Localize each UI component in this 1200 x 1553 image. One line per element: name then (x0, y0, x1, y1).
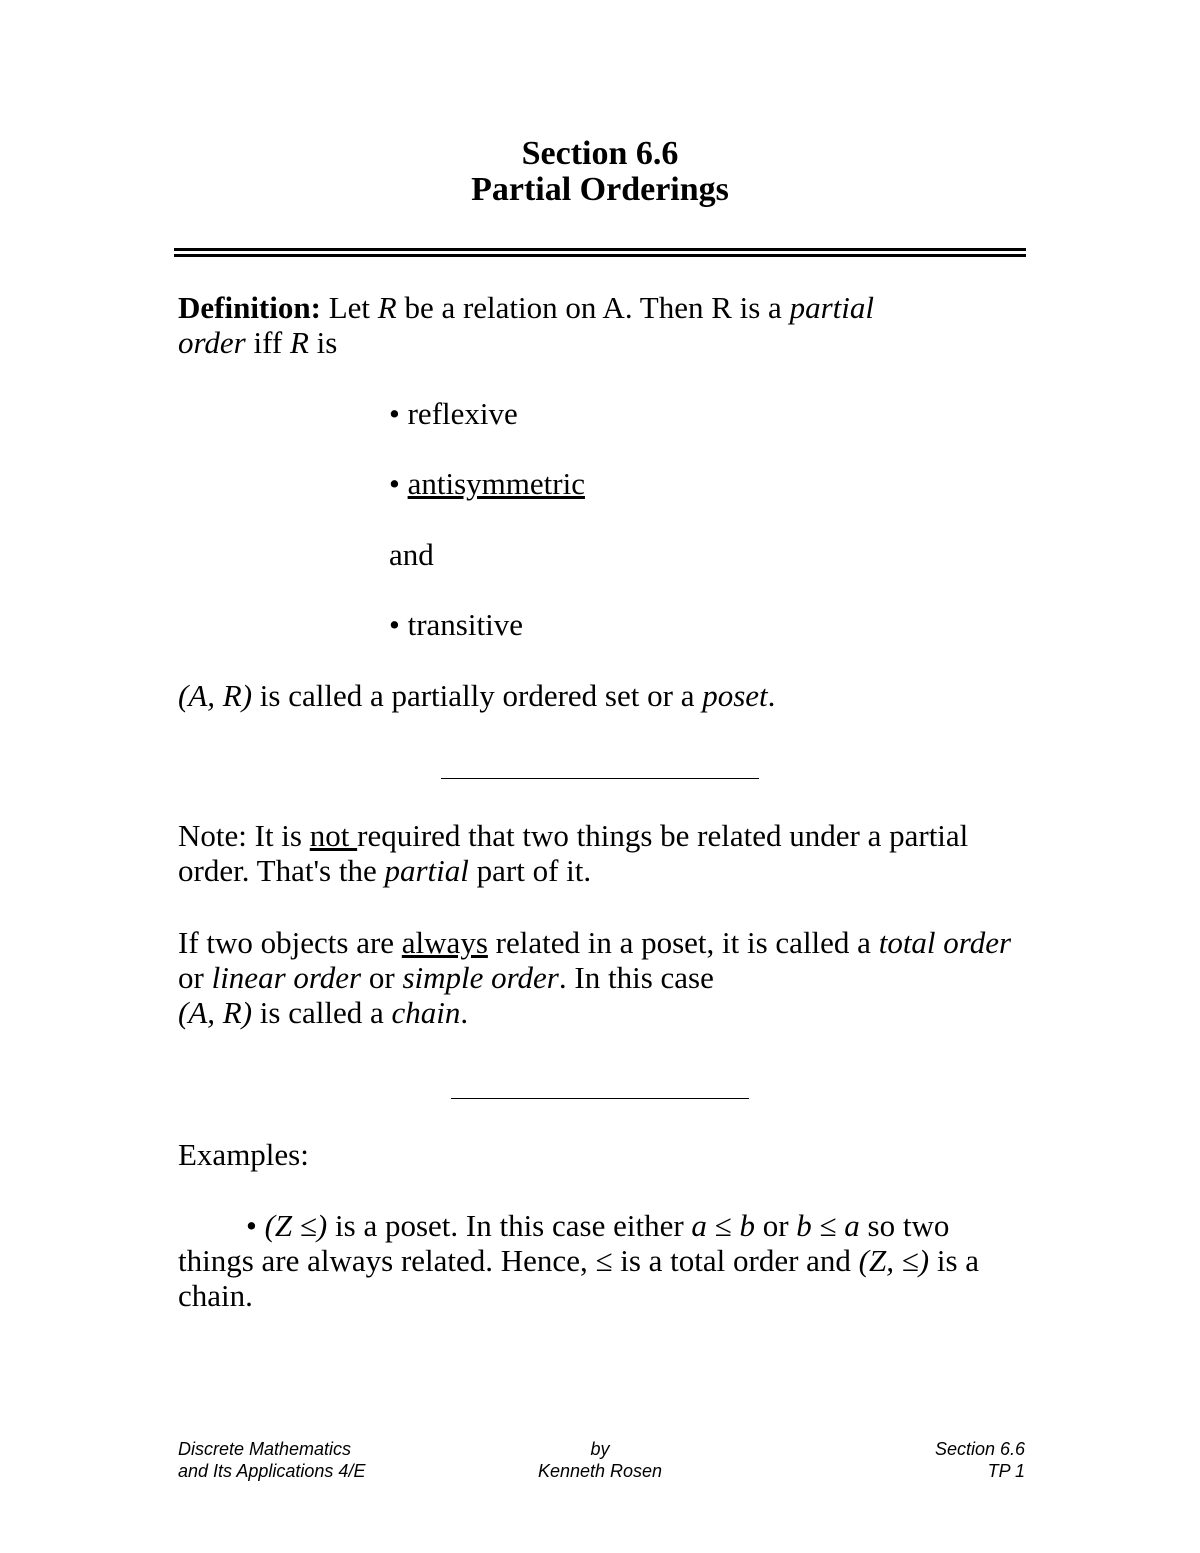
total-text: . In this case (558, 960, 714, 995)
poset-z-le: (Z ≤) (264, 1208, 328, 1243)
total-text: If two objects are (178, 925, 402, 960)
total-text: or (361, 960, 403, 995)
pair-a-r: (A, R) (178, 995, 253, 1030)
poset-text: is called a partially ordered set or a (252, 678, 703, 713)
term-simple-order: simple order (402, 960, 559, 995)
property-reflexive (389, 396, 518, 431)
section-divider (441, 778, 759, 779)
relation-symbol: R (289, 325, 309, 360)
title-double-rule (174, 248, 1026, 257)
definition-text: Let (320, 290, 378, 325)
footer-text: Discrete Mathematics (178, 1439, 352, 1459)
term-not: not (309, 818, 358, 853)
page-title (0, 136, 1200, 208)
footer-text: TP 1 (987, 1461, 1025, 1481)
example-text: ≤ (706, 1208, 740, 1243)
footer-text: Kenneth Rosen (537, 1461, 663, 1481)
total-text: . (460, 995, 469, 1030)
section-divider (451, 1098, 749, 1099)
note-text: part of it. (468, 853, 592, 888)
example-item (178, 1208, 1028, 1313)
poset-paragraph (178, 678, 1038, 713)
term-order: order (178, 325, 246, 360)
var-b: b (739, 1208, 755, 1243)
poset-z-le: (Z, ≤) (858, 1243, 930, 1278)
property-label: antisymmetric (407, 466, 585, 501)
note-text: Note: It is (178, 818, 310, 853)
footer-book-title (178, 1438, 365, 1482)
example-text: ≤ (811, 1208, 845, 1243)
definition-text: be a relation on A. Then R is a (396, 290, 790, 325)
term-partial: partial (384, 853, 469, 888)
note-paragraph (178, 818, 1038, 888)
term-chain: chain (391, 995, 461, 1030)
pair-a-r: (A, R) (178, 678, 253, 713)
bullet: • (246, 1208, 257, 1243)
section-number: Section 6.6 (521, 135, 679, 172)
total-order-paragraph (178, 925, 1038, 1030)
term-partial: partial (789, 290, 874, 325)
term-total-order: total order (878, 925, 1012, 960)
bullet: • (389, 607, 400, 642)
total-text: is called a (252, 995, 392, 1030)
example-text: is a chain. (178, 1243, 980, 1313)
var-a: a (844, 1208, 860, 1243)
examples-heading: Examples: (178, 1137, 309, 1172)
footer-text: by (590, 1439, 610, 1459)
term-always: always (401, 925, 488, 960)
definition-label: Definition: (178, 290, 321, 325)
definition-text: is (308, 325, 338, 360)
example-text: is a poset. In this case either (327, 1208, 692, 1243)
relation-symbol: R (377, 290, 397, 325)
var-b: b (796, 1208, 812, 1243)
bullet: • (389, 466, 400, 501)
example-text: so two things are always related. Hence, ≤ is a total order and (178, 1208, 950, 1278)
property-label: transitive (407, 607, 523, 642)
total-text: related in a poset, it is called a (487, 925, 879, 960)
definition-paragraph (178, 290, 1038, 360)
bullet: • (389, 396, 400, 431)
definition-text: iff (245, 325, 290, 360)
note-text: required that two things be related under a partial order. That's the (178, 818, 969, 888)
property-label: reflexive (407, 396, 518, 431)
term-linear-order: linear order (211, 960, 362, 995)
conjunction-and: and (389, 537, 434, 572)
footer-text: and Its Applications 4/E (178, 1461, 366, 1481)
footer-text: Section 6.6 (934, 1439, 1025, 1459)
section-title: Partial Orderings (471, 171, 729, 208)
footer-author (500, 1438, 700, 1482)
property-transitive (389, 607, 523, 642)
var-a: a (691, 1208, 707, 1243)
footer-page-ref (935, 1438, 1025, 1482)
total-text: or (178, 960, 212, 995)
example-text: or (754, 1208, 797, 1243)
term-poset: poset (702, 678, 768, 713)
poset-text: . (767, 678, 776, 713)
property-antisymmetric (389, 466, 585, 501)
